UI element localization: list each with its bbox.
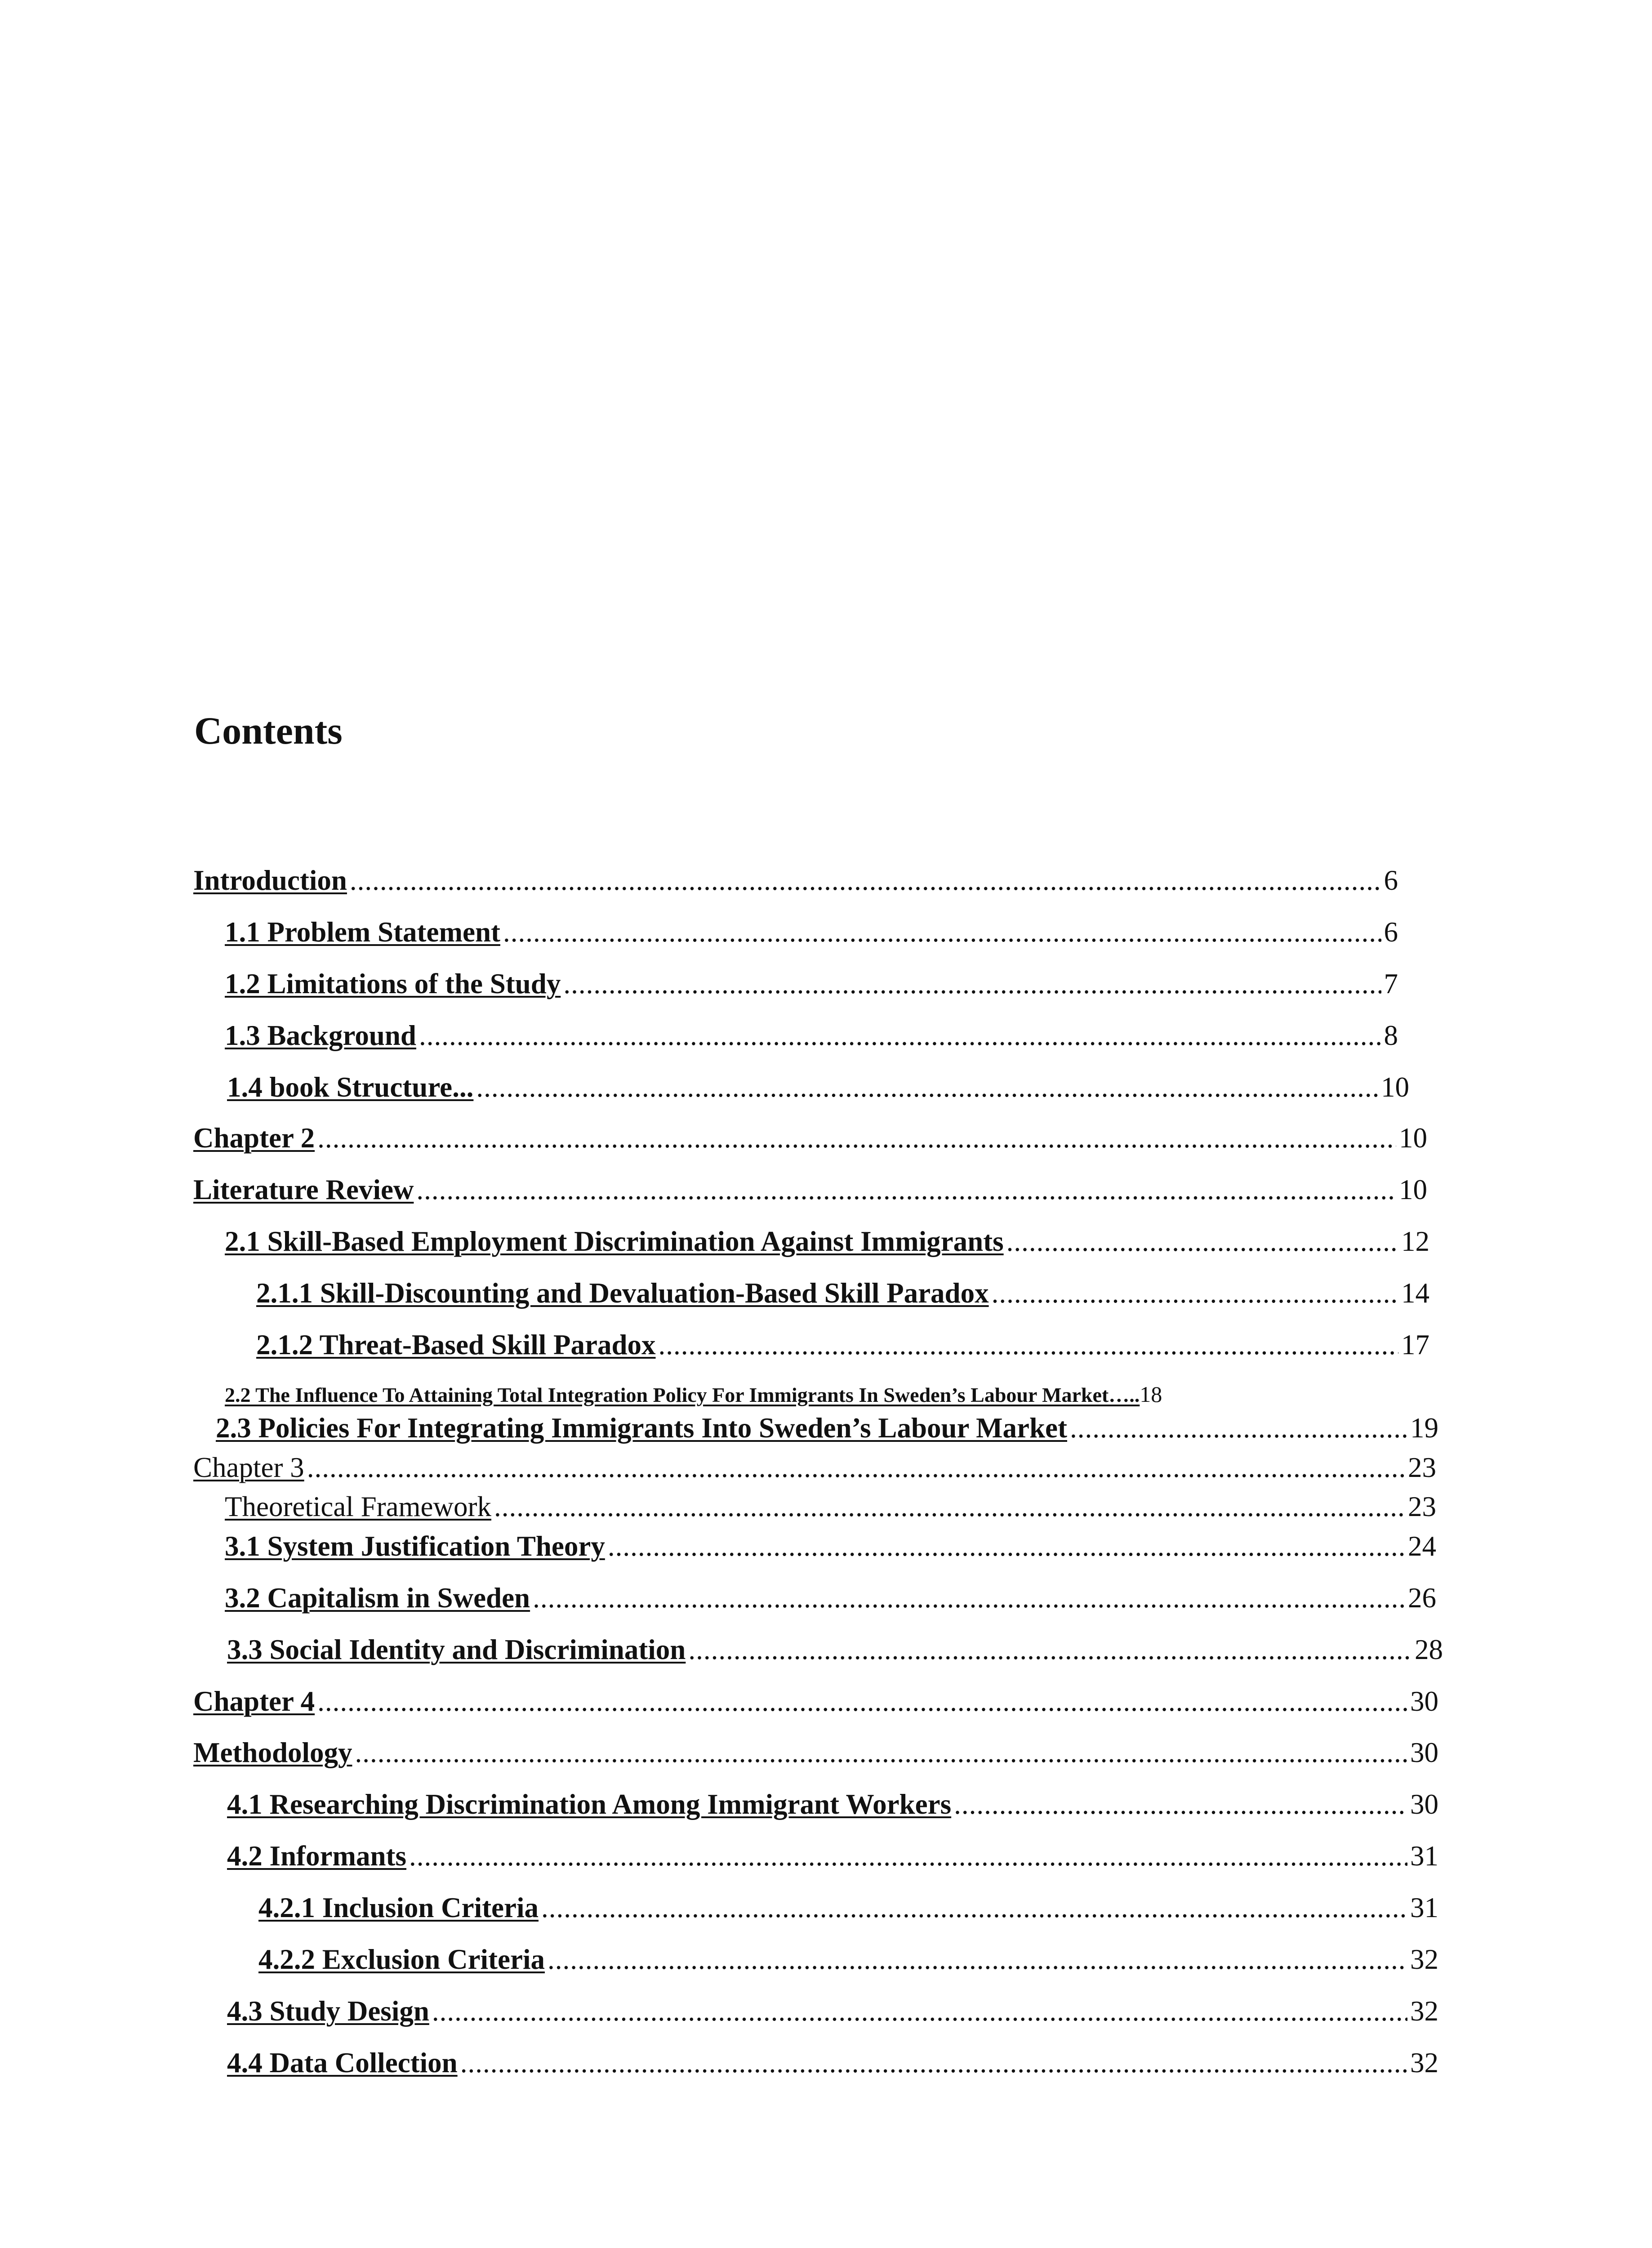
toc-entry[interactable] bbox=[256, 1329, 1429, 1361]
toc-entry-page: 26 bbox=[1408, 1582, 1436, 1614]
dot-leader bbox=[533, 1582, 1405, 1614]
toc-entry-page: 18 bbox=[1140, 1382, 1162, 1407]
dot-leader bbox=[476, 1071, 1378, 1103]
toc-entry[interactable] bbox=[193, 1451, 1436, 1484]
toc-entry-page: 10 bbox=[1399, 1174, 1427, 1205]
toc-entry-label[interactable]: Chapter 3 bbox=[193, 1452, 304, 1483]
toc-entry-page: 32 bbox=[1410, 2047, 1438, 2079]
toc-entry-page: 24 bbox=[1408, 1530, 1436, 1562]
toc-entry-page: 6 bbox=[1384, 916, 1398, 948]
toc-entry[interactable] bbox=[256, 1277, 1429, 1309]
toc-entry[interactable] bbox=[227, 2047, 1438, 2079]
toc-entry-page: 30 bbox=[1410, 1789, 1438, 1820]
toc-entry-label[interactable]: 4.3 Study Design bbox=[227, 1995, 429, 2027]
toc-entry-label[interactable]: 2.1.1 Skill-Discounting and Devaluation-Based Skill Paradox bbox=[256, 1277, 989, 1309]
toc-entry[interactable] bbox=[227, 1995, 1438, 2027]
toc-entry[interactable] bbox=[225, 1019, 1398, 1052]
toc-entry[interactable] bbox=[193, 1122, 1427, 1154]
dot-leader bbox=[419, 1019, 1381, 1052]
toc-entry-page: 28 bbox=[1415, 1634, 1443, 1665]
dot-leader bbox=[416, 1173, 1396, 1206]
toc-entry[interactable] bbox=[225, 1382, 1443, 1408]
toc-entry-page: 32 bbox=[1410, 1944, 1438, 1975]
toc-entry-label[interactable]: 4.2.1 Inclusion Criteria bbox=[258, 1892, 539, 1923]
toc-entry-label[interactable]: 3.2 Capitalism in Sweden bbox=[225, 1582, 530, 1614]
toc-entry[interactable] bbox=[225, 916, 1398, 948]
toc-entry-label[interactable]: 3.1 System Justification Theory bbox=[225, 1530, 605, 1562]
toc-entry[interactable] bbox=[193, 1173, 1427, 1206]
dot-leader bbox=[460, 2047, 1407, 2079]
toc-entry[interactable] bbox=[225, 1225, 1429, 1258]
dot-leader bbox=[659, 1329, 1398, 1361]
toc-entry-page: 32 bbox=[1410, 1995, 1438, 2027]
toc-entry-page: 31 bbox=[1410, 1892, 1438, 1923]
toc-entry[interactable] bbox=[227, 1840, 1438, 1872]
toc-entry-label[interactable]: 4.4 Data Collection bbox=[227, 2047, 458, 2079]
toc-entry[interactable] bbox=[227, 1071, 1409, 1103]
toc-entry-label[interactable]: 4.1 Researching Discrimination Among Immigrant Workers bbox=[227, 1789, 952, 1820]
toc-entry-label[interactable]: 1.2 Limitations of the Study bbox=[225, 968, 561, 999]
toc-entry-label[interactable]: 1.4 book Structure... bbox=[227, 1071, 474, 1103]
toc-entry[interactable] bbox=[225, 1530, 1436, 1562]
toc-entry-page: 10 bbox=[1381, 1071, 1409, 1103]
toc-entry[interactable] bbox=[225, 1582, 1436, 1614]
dot-leader bbox=[608, 1530, 1405, 1562]
toc-entry-label[interactable]: 2.1.2 Threat-Based Skill Paradox bbox=[256, 1329, 656, 1360]
toc-entry-label[interactable]: Chapter 2 bbox=[193, 1122, 315, 1154]
toc-entry-page: 8 bbox=[1384, 1020, 1398, 1051]
toc-entry[interactable] bbox=[258, 1891, 1438, 1924]
toc-entry-page: 30 bbox=[1410, 1737, 1438, 1768]
toc-entry-page: 14 bbox=[1401, 1277, 1429, 1309]
toc-entry-label[interactable]: 4.2.2 Exclusion Criteria bbox=[258, 1944, 545, 1975]
toc-entry-page: 6 bbox=[1384, 865, 1398, 896]
toc-entry-page: 17 bbox=[1401, 1329, 1429, 1360]
dot-leader bbox=[954, 1788, 1407, 1820]
toc-entry-label[interactable]: Introduction bbox=[193, 865, 347, 896]
toc-entry-page: 10 bbox=[1399, 1122, 1427, 1154]
toc-entry-label[interactable]: Theoretical Framework bbox=[225, 1491, 491, 1522]
toc-entry-page: 7 bbox=[1384, 968, 1398, 999]
toc-entry-label[interactable]: 2.3 Policies For Integrating Immigrants Into Sweden’s Labour Market bbox=[216, 1412, 1067, 1444]
toc-entry-page: 23 bbox=[1408, 1452, 1436, 1483]
dot-leader bbox=[317, 1685, 1407, 1717]
dot-leader bbox=[1070, 1412, 1407, 1444]
toc-entry[interactable] bbox=[227, 1788, 1438, 1820]
dot-leader bbox=[992, 1277, 1398, 1309]
toc-entry-label[interactable]: 2.1 Skill-Based Employment Discrimination Against Immigrants bbox=[225, 1226, 1004, 1257]
toc-entry[interactable] bbox=[227, 1633, 1443, 1666]
toc-entry[interactable] bbox=[193, 1685, 1438, 1717]
toc-entry-page: 19 bbox=[1410, 1412, 1438, 1444]
dot-leader bbox=[350, 864, 1381, 897]
toc-entry-label[interactable]: Chapter 4 bbox=[193, 1686, 315, 1717]
toc-entry-label[interactable]: 1.1 Problem Statement bbox=[225, 916, 500, 948]
toc-entry-page: 30 bbox=[1410, 1686, 1438, 1717]
toc-entry-label[interactable]: 2.2 The Influence To Attaining Total Integration Policy For Immigrants In Sweden’s Labour Market….. bbox=[225, 1383, 1140, 1406]
dot-leader bbox=[355, 1736, 1407, 1769]
toc-entry-page: 23 bbox=[1408, 1491, 1436, 1522]
toc-entry[interactable] bbox=[193, 864, 1398, 897]
dot-leader bbox=[688, 1633, 1412, 1666]
dot-leader bbox=[503, 916, 1381, 948]
dot-leader bbox=[1006, 1225, 1398, 1258]
dot-leader bbox=[432, 1995, 1407, 2027]
toc-entry[interactable] bbox=[225, 1490, 1436, 1523]
toc-entry-label[interactable]: Methodology bbox=[193, 1737, 352, 1768]
dot-leader bbox=[541, 1891, 1407, 1924]
dot-leader bbox=[317, 1122, 1396, 1154]
dot-leader bbox=[409, 1840, 1407, 1872]
toc-entry-page: 12 bbox=[1401, 1226, 1429, 1257]
toc-entry-label[interactable]: 4.2 Informants bbox=[227, 1840, 407, 1872]
toc-entry-label[interactable]: 1.3 Background bbox=[225, 1020, 416, 1051]
dot-leader bbox=[548, 1943, 1407, 1976]
toc-entry-label[interactable]: Literature Review bbox=[193, 1174, 414, 1205]
dot-leader bbox=[563, 968, 1381, 1000]
toc-entry[interactable] bbox=[193, 1736, 1438, 1769]
toc-entry[interactable] bbox=[225, 968, 1398, 1000]
dot-leader bbox=[307, 1451, 1405, 1484]
page-title: Contents bbox=[194, 709, 343, 752]
dot-leader bbox=[494, 1490, 1405, 1523]
toc-entry-label[interactable]: 3.3 Social Identity and Discrimination bbox=[227, 1634, 686, 1665]
toc-entry[interactable] bbox=[258, 1943, 1438, 1976]
toc-entry[interactable] bbox=[216, 1412, 1438, 1444]
toc-entry-page: 31 bbox=[1410, 1840, 1438, 1872]
